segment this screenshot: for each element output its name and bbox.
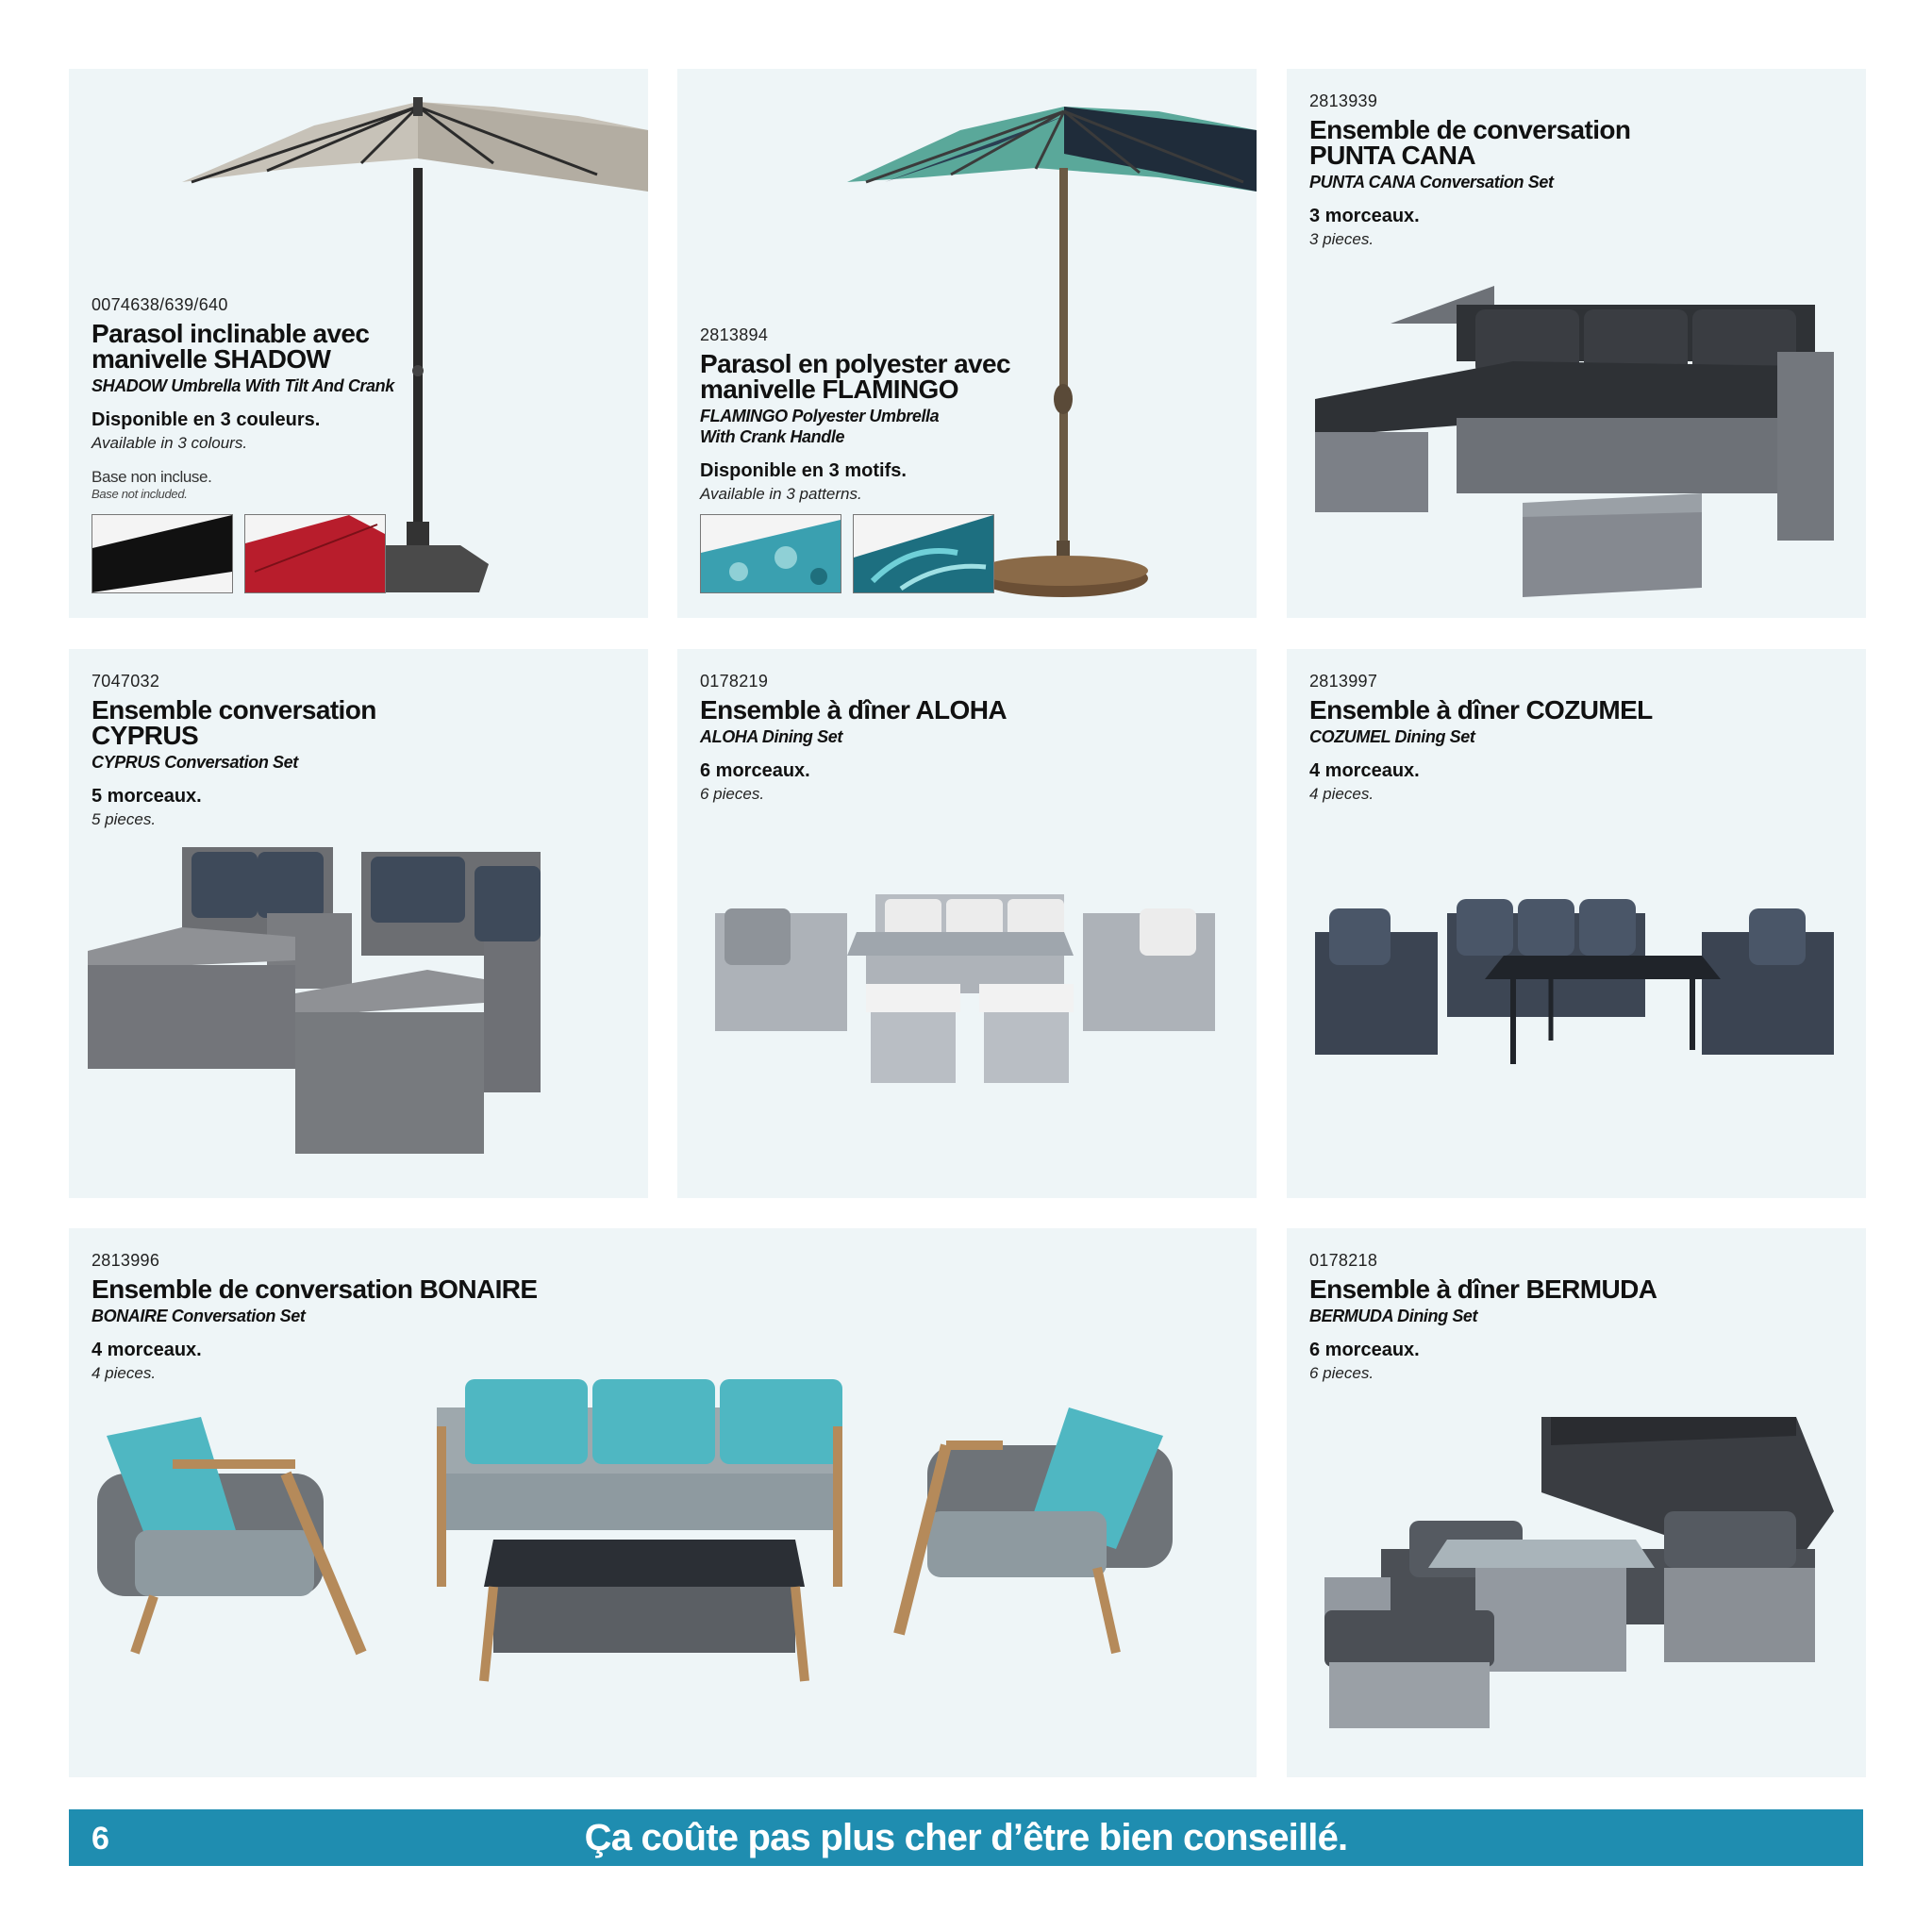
swatch-floral[interactable] xyxy=(700,514,841,593)
swatch-leaf[interactable] xyxy=(853,514,994,593)
product-sku: 2813996 xyxy=(92,1251,160,1270)
product-card-cyprus[interactable] xyxy=(69,649,648,1198)
product-pieces: 3 morceaux. xyxy=(1309,206,1420,226)
conversation-set-image xyxy=(88,838,629,1177)
conversation-set-image xyxy=(97,1370,1229,1766)
page-number: 6 xyxy=(92,1821,109,1857)
product-card-shadow[interactable] xyxy=(69,69,648,618)
product-info xyxy=(92,295,403,501)
product-info xyxy=(1309,672,1653,804)
product-subtitle: COZUMEL Dining Set xyxy=(1309,727,1475,746)
product-pieces: 6 morceaux. xyxy=(700,760,810,781)
pattern-swatches xyxy=(700,514,994,593)
product-availability: Disponible en 3 motifs. xyxy=(700,460,907,481)
footer-band xyxy=(69,1809,1863,1866)
product-title: Ensemble à dîner BERMUDA xyxy=(1309,1274,1657,1304)
product-title: Ensemble à dîner COZUMEL xyxy=(1309,695,1653,724)
product-sku: 0178219 xyxy=(700,672,769,691)
product-card-bonaire[interactable] xyxy=(69,1228,1257,1777)
product-pieces-en: 4 pieces. xyxy=(1309,785,1374,803)
product-pieces: 5 morceaux. xyxy=(92,786,202,807)
product-subtitle: PUNTA CANA Conversation Set xyxy=(1309,173,1554,192)
product-sku: 2813939 xyxy=(1309,92,1378,110)
product-subtitle: BONAIRE Conversation Set xyxy=(92,1307,306,1325)
product-pieces-en: 6 pieces. xyxy=(700,785,765,803)
product-pieces-en: 5 pieces. xyxy=(92,810,157,828)
product-title: Parasol inclinable avec manivelle SHADOW xyxy=(92,319,370,374)
swatch-red[interactable] xyxy=(244,514,386,593)
product-card-aloha[interactable] xyxy=(677,649,1257,1198)
daybed-dining-set-image xyxy=(1306,1407,1847,1766)
dining-set-image xyxy=(1306,894,1847,1177)
product-info xyxy=(700,672,1007,804)
product-pieces: 4 morceaux. xyxy=(1309,760,1420,781)
product-subtitle: FLAMINGO Polyester Umbrella With Crank Handle xyxy=(700,407,940,446)
product-title: Ensemble de conversation BONAIRE xyxy=(92,1274,538,1304)
dining-set-image xyxy=(696,885,1238,1168)
product-availability-en: Available in 3 patterns. xyxy=(700,485,862,503)
product-sku: 2813894 xyxy=(700,325,769,344)
product-sku: 7047032 xyxy=(92,672,160,691)
product-card-bermuda[interactable] xyxy=(1287,1228,1866,1777)
swatch-black[interactable] xyxy=(92,514,233,593)
product-info xyxy=(92,1251,537,1383)
product-pieces: 4 morceaux. xyxy=(92,1340,202,1360)
color-swatches xyxy=(92,514,386,593)
product-info xyxy=(92,672,393,829)
product-pieces-en: 6 pieces. xyxy=(1309,1364,1374,1382)
product-card-cozumel[interactable] xyxy=(1287,649,1866,1198)
product-subtitle: ALOHA Dining Set xyxy=(700,727,842,746)
product-sku: 0074638/639/640 xyxy=(92,295,228,314)
product-card-flamingo[interactable] xyxy=(677,69,1257,618)
product-info xyxy=(1309,92,1649,249)
product-subtitle: SHADOW Umbrella With Tilt And Crank xyxy=(92,376,394,395)
product-note: Base non incluse. xyxy=(92,468,212,486)
product-subtitle: BERMUDA Dining Set xyxy=(1309,1307,1478,1325)
product-title: Ensemble de conversation PUNTA CANA xyxy=(1309,115,1631,170)
product-title: Ensemble à dîner ALOHA xyxy=(700,695,1007,724)
footer-slogan: Ça coûte pas plus cher d’être bien conseillé. xyxy=(584,1817,1348,1858)
product-title: Parasol en polyester avec manivelle FLAMINGO xyxy=(700,349,1010,404)
sectional-sofa-image xyxy=(1306,229,1847,607)
product-info xyxy=(1309,1251,1657,1383)
product-pieces-en: 3 pieces. xyxy=(1309,230,1374,248)
product-info xyxy=(700,325,1021,504)
product-card-punta-cana[interactable] xyxy=(1287,69,1866,618)
product-availability-en: Available in 3 colours. xyxy=(92,434,248,452)
product-sku: 0178218 xyxy=(1309,1251,1378,1270)
product-pieces-en: 4 pieces. xyxy=(92,1364,157,1382)
product-note-en: Base not included. xyxy=(92,487,188,501)
product-title: Ensemble conversation CYPRUS xyxy=(92,695,376,750)
product-sku: 2813997 xyxy=(1309,672,1378,691)
product-subtitle: CYPRUS Conversation Set xyxy=(92,753,298,772)
product-pieces: 6 morceaux. xyxy=(1309,1340,1420,1360)
product-availability: Disponible en 3 couleurs. xyxy=(92,409,321,430)
